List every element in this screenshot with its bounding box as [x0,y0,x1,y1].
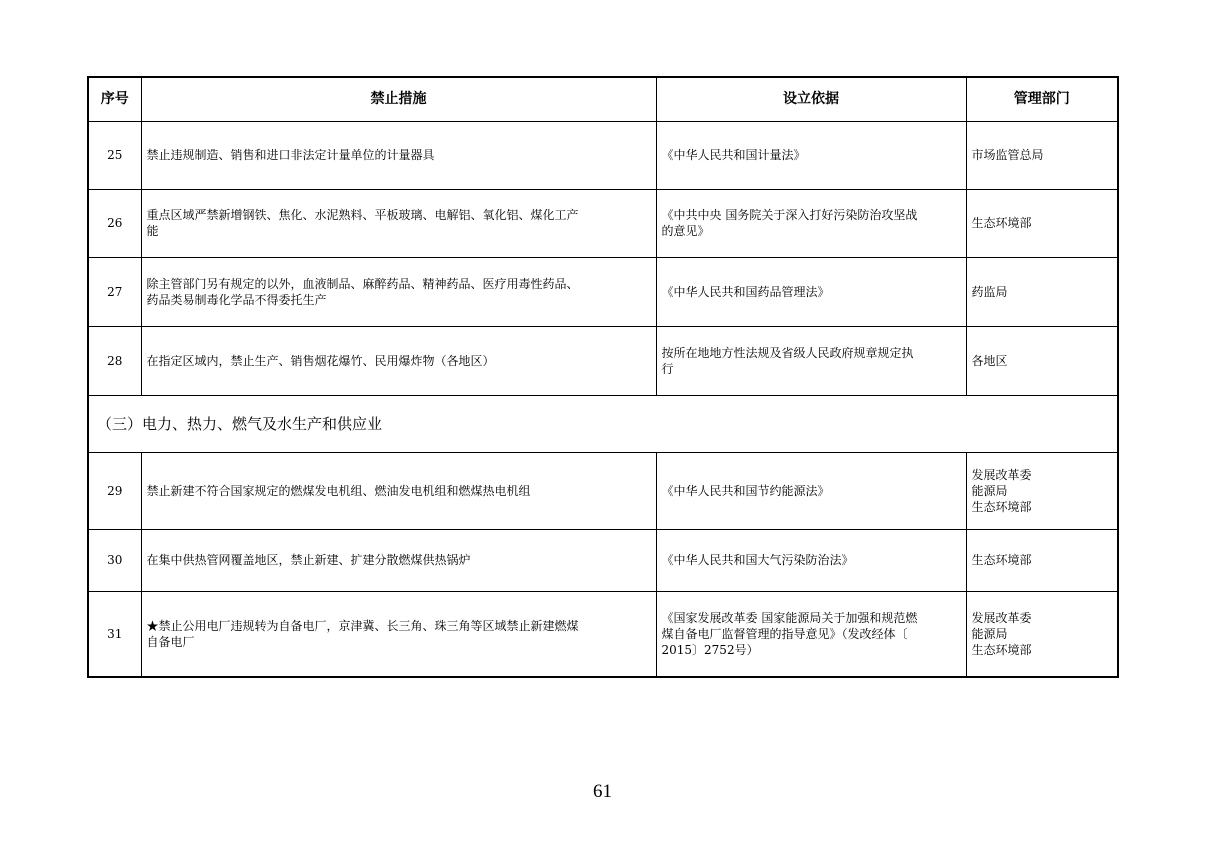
row-basis [656,591,966,677]
row-basis [656,326,966,395]
row-department [966,529,1118,591]
row-department [966,257,1118,326]
header-index: 序号 [88,77,141,121]
row-department [966,326,1118,395]
table-row [88,257,1118,326]
basis-line: 《中华人民共和国大气污染防治法》 [661,553,854,567]
basis-line: 煤自备电厂监督管理的指导意见》（发改经体〔 [661,626,908,641]
basis-line: 《中华人民共和国药品管理法》 [661,284,830,299]
department-line: 药监局 [971,284,1008,299]
basis-line: 《中华人民共和国节约能源法》 [661,483,830,498]
table-row [88,529,1118,591]
row-measure [141,591,656,677]
measure-line: 药品类易制毒化学品不得委托生产 [146,292,327,307]
page-number: 61 [593,781,612,802]
table-row [88,121,1118,189]
measure-line: 重点区域严禁新增钢铁、焦化、水泥熟料、平板玻璃、电解铝、氧化铝、煤化工产 [146,208,579,222]
basis-line: 行 [661,361,674,376]
row-department [966,189,1118,257]
measure-line: 在指定区域内，禁止生产、销售烟花爆竹、民用爆炸物（各地区） [146,353,495,368]
basis-line: 《中华人民共和国计量法》 [661,148,806,162]
department-line: 生态环境部 [971,642,1032,657]
department-line: 生态环境部 [971,499,1032,514]
table-header-row [88,77,1118,121]
row-measure [141,257,656,326]
row-index: 26 [88,189,141,257]
row-measure [141,189,656,257]
row-basis [656,121,966,189]
department-line: 发展改革委 [971,610,1032,625]
table-row [88,189,1118,257]
section-title: （三）电力、热力、燃气及水生产和供应业 [88,395,1118,452]
table-row [88,452,1118,529]
row-basis [656,257,966,326]
basis-line: 《国家发展改革委 国家能源局关于加强和规范燃 [661,610,918,625]
regulation-table [87,76,1119,678]
measure-line: 除主管部门另有规定的以外，血液制品、麻醉药品、精神药品、医疗用毒性药品、 [146,276,579,291]
department-line: 能源局 [971,483,1008,498]
row-index: 25 [88,121,141,189]
measure-line: ★禁止公用电厂违规转为自备电厂，京津冀、长三角、珠三角等区域禁止新建燃煤 [146,618,579,633]
header-basis: 设立依据 [656,77,966,121]
row-department [966,452,1118,529]
basis-line: 2015〕2752号） [661,642,759,657]
table-row [88,326,1118,395]
table-row [88,591,1118,677]
header-measure: 禁止措施 [141,77,656,121]
department-line: 能源局 [971,626,1008,641]
row-measure [141,121,656,189]
row-measure [141,326,656,395]
section-row [88,395,1118,452]
row-department [966,591,1118,677]
department-line: 发展改革委 [971,467,1032,482]
basis-line: 按所在地地方性法规及省级人民政府规章规定执 [661,345,914,360]
row-index: 27 [88,257,141,326]
row-basis [656,452,966,529]
department-line: 生态环境部 [971,216,1032,230]
row-department [966,121,1118,189]
measure-line: 禁止新建不符合国家规定的燃煤发电机组、燃油发电机组和燃煤热电机组 [146,483,531,498]
row-basis [656,529,966,591]
row-index: 30 [88,529,141,591]
header-department: 管理部门 [966,77,1118,121]
row-measure [141,452,656,529]
measure-line: 能 [146,224,159,238]
measure-line: 在集中供热管网覆盖地区，禁止新建、扩建分散燃煤供热锅炉 [146,553,471,567]
department-line: 各地区 [971,353,1008,368]
row-index: 29 [88,452,141,529]
row-index: 28 [88,326,141,395]
row-index: 31 [88,591,141,677]
basis-line: 的意见》 [661,224,710,238]
measure-line: 禁止违规制造、销售和进口非法定计量单位的计量器具 [146,148,435,162]
basis-line: 《中共中央 国务院关于深入打好污染防治攻坚战 [661,208,918,222]
measure-line: 自备电厂 [146,634,195,649]
row-basis [656,189,966,257]
row-measure [141,529,656,591]
department-line: 生态环境部 [971,553,1032,567]
department-line: 市场监管总局 [971,148,1044,162]
